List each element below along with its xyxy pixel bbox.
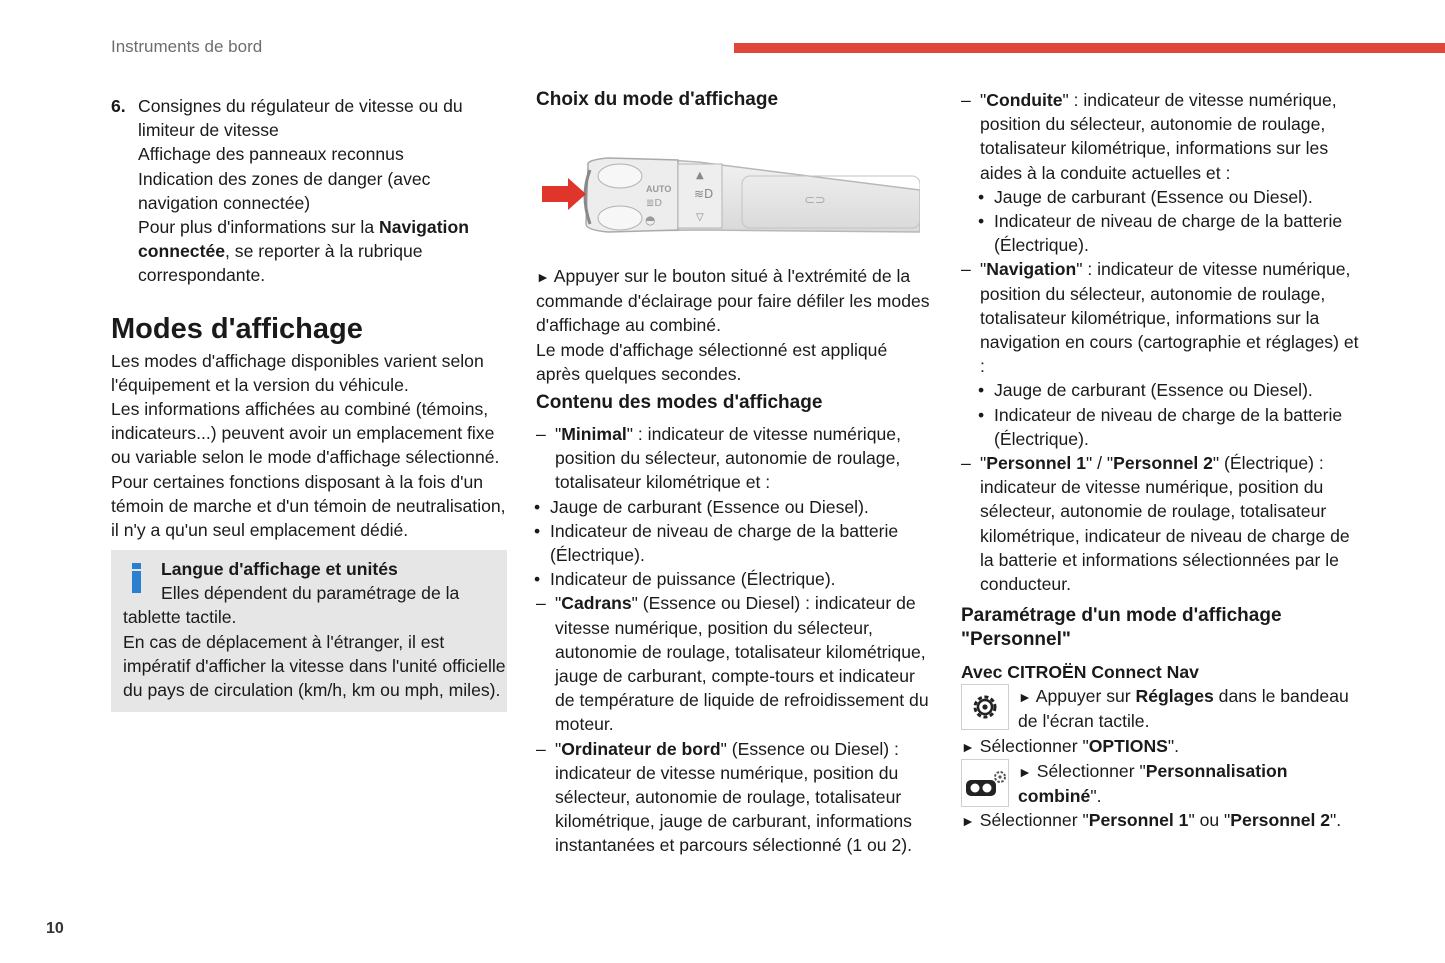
text: (Électrique) : indicateur de vitesse numérique, position du sélecteur, autonomie de roulage, totalisateur kilométrique, indicateur de niveau de charge de la batterie et informations sélectionnées par le conducteur. — [980, 453, 1350, 595]
svg-text:▽: ▽ — [696, 212, 704, 223]
paragraph: Le mode d'affichage sélectionné est appliqué après quelques secondes. — [536, 339, 888, 384]
text: Indicateur de puissance (Électrique). — [550, 569, 836, 590]
mode-navigation: – "Navigation" : indicateur de vitesse numérique, position du sélecteur, autonomie de roulage, totalisateur kilométrique, informations sur la navigation en cours (cartographie et réglages) et : — [961, 259, 1359, 377]
info-text: En cas de déplacement à l'étranger, il est impératif d'afficher la vitesse dans l'unité officielle du pays de circulation (km/h, km ou mph, miles). — [123, 631, 506, 701]
info-box — [111, 550, 507, 712]
bold-text: OPTIONS — [1088, 735, 1168, 756]
mode-name: Conduite — [986, 90, 1063, 110]
column-2 — [536, 88, 936, 858]
mode-name: Personnel 2 — [1113, 453, 1213, 474]
text: (Essence ou Diesel) : indicateur de vitesse numérique, position du sélecteur, autonomie de roulage, totalisateur kilométrique, jauge de carburant, informations instantanées et parcours sélectionné (1 ou 2). — [555, 738, 912, 856]
step-text: ► Appuyer sur Réglages dans le bandeau de l'écran tactile. — [1018, 686, 1349, 732]
text: Sélectionner " — [979, 735, 1089, 756]
svg-text:≋D: ≋D — [694, 187, 714, 201]
settings-gear-icon — [961, 684, 1009, 730]
mode-cadrans: – "Cadrans" (Essence ou Diesel) : indicateur de vitesse numérique, position du sélecteur, autonomie de roulage, totalisateur kilométrique, jauge de carburant, compte-tours et indicateur de température de liquide de refroidissement du moteur. — [536, 593, 929, 735]
header-title: Instruments de bord — [111, 37, 263, 56]
text: Indicateur de niveau de charge de la batterie (Électrique). — [994, 404, 1343, 449]
info-text: tablette tactile. — [123, 607, 237, 628]
text: : indicateur de vitesse numérique, position du sélecteur, autonomie de roulage, totalisateur kilométrique, informations sur les aides à la conduite actuelles et : — [980, 90, 1337, 183]
text: dans le bandeau de l'écran tactile. — [1018, 686, 1349, 732]
column-3 — [961, 88, 1361, 833]
paragraph: Les informations affichées au combiné (témoins, indicateurs...) peuvent avoir un emplacement fixe ou variable selon le mode d'affichage sélectionné. — [111, 399, 500, 468]
bold-text: Réglages — [1135, 686, 1214, 707]
bold-text: Navigation connectée — [138, 217, 469, 262]
list-item: • Indicateur de niveau de charge de la batterie (Électrique). — [534, 520, 899, 566]
step-text: ► Sélectionner "Personnalisation combiné". — [1018, 760, 1288, 807]
text: Appuyer sur le bouton situé à l'extrémité de la commande d'éclairage pour faire défiler les modes d'affichage au combiné. — [536, 266, 930, 336]
item6-line3: Indication des zones de danger (avec navigation connectée) — [138, 168, 431, 213]
svg-text:◓: ◓ — [645, 213, 656, 227]
info-title: Langue d'affichage et unités — [161, 559, 398, 580]
column-1 — [111, 94, 511, 712]
subheading: Paramétrage d'un mode d'affichage "Personnel" — [961, 605, 1282, 651]
step-settings — [961, 684, 1361, 733]
mode-name: Navigation — [986, 259, 1077, 280]
text: Sélectionner " — [1036, 760, 1146, 781]
list-item: • Indicateur de niveau de charge de la batterie (Électrique). — [978, 404, 1343, 449]
text: Jauge de carburant (Essence ou Diesel). — [550, 496, 869, 517]
text: (Essence ou Diesel) : indicateur de vitesse numérique, position du sélecteur, autonomie de roulage, totalisateur kilométrique, jauge de carburant, compte-tours et indicateur de température de liquide de refroidissement du moteur. — [555, 593, 929, 735]
text: Sélectionner " — [979, 810, 1089, 831]
list-item: • Jauge de carburant (Essence ou Diesel). — [978, 186, 1313, 207]
mode-name: Personnel 1 — [986, 453, 1086, 474]
paragraph: Pour certaines fonctions disposant à la fois d'un témoin de marche et d'un témoin de neutralisation, il n'y a qu'un seul emplacement dédié. — [111, 471, 506, 541]
svg-text:⊂⊃: ⊂⊃ — [804, 193, 826, 208]
list-item-6 — [111, 94, 511, 288]
dash: – — [536, 738, 546, 759]
subheading-small: Avec CITROËN Connect Nav — [961, 662, 1199, 683]
text: Pour plus d'informations sur la — [138, 217, 379, 238]
section-heading: Modes d'affichage — [111, 312, 363, 345]
text: ". — [1330, 810, 1342, 831]
list-item: • Jauge de carburant (Essence ou Diesel). — [978, 380, 1313, 401]
mode-ordinateur: – "Ordinateur de bord" (Essence ou Diesel) : indicateur de vitesse numérique, position du sélecteur, autonomie de roulage, totalisateur kilométrique, jauge de carburant, informations instantanées et parcours sélectionné (1 ou 2). — [536, 738, 912, 856]
page-number: 10 — [46, 920, 64, 937]
paragraph — [536, 264, 936, 338]
paragraph: Les modes d'affichage disponibles varient selon l'équipement et la version du véhicule. — [111, 350, 484, 395]
info-text: Elles dépendent du paramétrage de la — [161, 583, 460, 604]
mode-conduite: – "Conduite" : indicateur de vitesse numérique, position du sélecteur, autonomie de roulage, totalisateur kilométrique, informations sur les aides à la conduite actuelles et : — [961, 90, 1337, 183]
svg-text:▲: ▲ — [696, 170, 704, 181]
step-select-personnel: ► Sélectionner "Personnel 1" ou "Personnel 2". — [961, 810, 1342, 831]
cluster-settings-icon — [961, 759, 1009, 807]
lighting-stalk-illustration — [528, 120, 920, 250]
item6-line4 — [138, 215, 511, 288]
header-accent-bar — [734, 43, 1445, 53]
text: / — [1092, 453, 1107, 474]
mode-name: Minimal — [561, 424, 627, 445]
text: " ou " — [1188, 810, 1231, 831]
list-item: • Indicateur de puissance (Électrique). — [534, 569, 836, 590]
step-personnalisation — [961, 759, 1361, 808]
text: Appuyer sur — [1035, 686, 1136, 707]
info-icon — [130, 563, 142, 595]
subheading: Contenu des modes d'affichage — [536, 392, 823, 414]
bold-text: Personnalisation combiné — [1018, 760, 1288, 807]
quote: " — [555, 424, 562, 445]
text: Jauge de carburant (Essence ou Diesel). — [994, 186, 1313, 207]
subheading: Choix du mode d'affichage — [536, 89, 779, 110]
list-number: 6. — [111, 96, 126, 116]
red-arrow-icon — [542, 178, 586, 210]
list-item: • Jauge de carburant (Essence ou Diesel). — [534, 496, 869, 517]
item6-line2: Affichage des panneaux reconnus — [138, 144, 404, 165]
quote: " — [626, 424, 633, 445]
item6-line1: Consignes du régulateur de vitesse ou du limiteur de vitesse — [138, 96, 463, 141]
text: , se reporter à la rubrique correspondante. — [138, 241, 423, 286]
text: ". — [1090, 786, 1102, 807]
auto-label: AUTO — [646, 184, 672, 194]
list-item: • Indicateur de niveau de charge de la batterie (Électrique). — [978, 211, 1343, 256]
bold-text: Personnel 2 — [1230, 810, 1331, 831]
text: : indicateur de vitesse numérique, position du sélecteur, autonomie de roulage, totalisateur kilométrique et : — [555, 424, 901, 493]
dash: – — [536, 424, 546, 445]
step-options: ► Sélectionner "OPTIONS". — [961, 735, 1180, 756]
text: : indicateur de vitesse numérique, position du sélecteur, autonomie de roulage, totalisateur kilométrique, informations sur la navigation en cours (cartographie et réglages) et : — [980, 259, 1359, 377]
mode-minimal — [536, 422, 936, 495]
bold-text: Personnel 1 — [1088, 810, 1189, 831]
svg-text:≣D: ≣D — [646, 198, 663, 209]
text: Jauge de carburant (Essence ou Diesel). — [994, 380, 1313, 401]
text: Indicateur de niveau de charge de la batterie (Électrique). — [994, 211, 1343, 256]
text: Indicateur de niveau de charge de la batterie (Électrique). — [550, 520, 899, 566]
mode-name: Ordinateur de bord — [561, 738, 721, 759]
text: ". — [1167, 735, 1180, 756]
arrow-icon: ► — [536, 269, 550, 285]
mode-name: Cadrans — [561, 593, 632, 614]
mode-personnel: – "Personnel 1" / "Personnel 2" (Électrique) : indicateur de vitesse numérique, position du sélecteur, autonomie de roulage, totalisateur kilométrique, indicateur de niveau de charge de la batterie et informations sélectionnées par le conducteur. — [961, 453, 1350, 595]
dash: – — [536, 593, 546, 614]
